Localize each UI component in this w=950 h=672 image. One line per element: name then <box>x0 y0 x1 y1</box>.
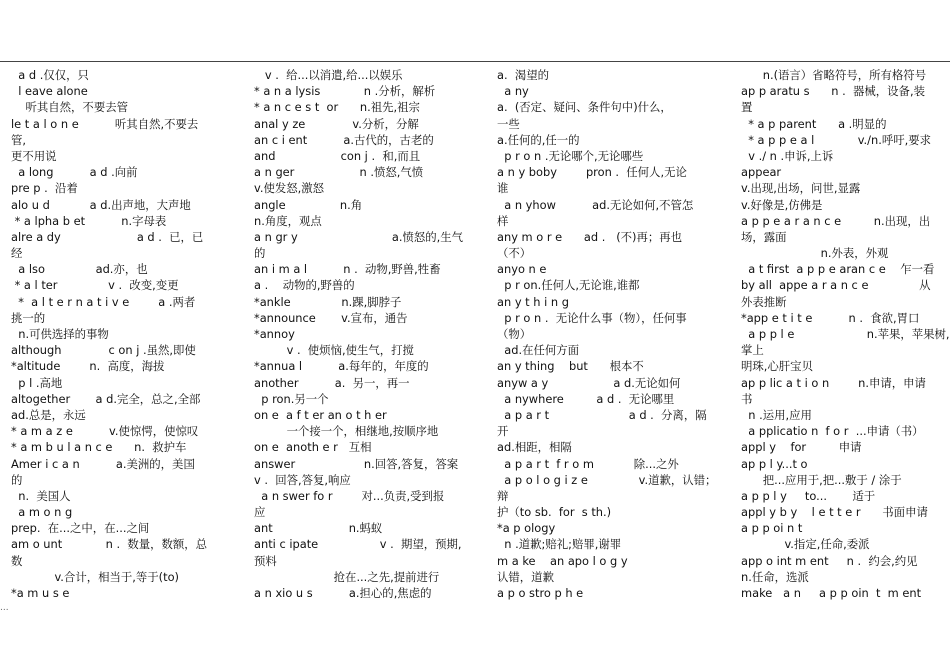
corner-mark: ... <box>0 603 9 613</box>
vocab-line: 把...应用于,把...敷于 / 涂于 <box>741 472 902 487</box>
vocab-line: l eave alone <box>11 84 88 99</box>
vocab-line: v.出现,出场，问世,显露 <box>741 181 861 196</box>
vocab-line: p r o n . 无论什么事（物），任何事 <box>497 310 687 325</box>
vocab-line: make a n a p p oin t m ent <box>741 586 922 600</box>
vocab-line: n.任命，选派 <box>741 569 809 584</box>
vocab-line: answer n.回答,答复，答案 <box>254 456 459 471</box>
vocab-line: le t a l o n e 听其自然,不要去 <box>11 116 199 131</box>
vocab-line: v ./ n .申诉,上诉 <box>741 148 834 163</box>
column-1 <box>11 67 239 601</box>
vocab-line: a n gr y a.愤怒的,生气 <box>254 229 464 244</box>
vocab-line: anyo n e <box>497 262 547 277</box>
vocab-line: * a p p e a l v./n.呼吁,要求 <box>741 132 932 147</box>
vocab-line: a. 渴望的 <box>497 68 550 82</box>
vocab-line: a n yhow ad.无论如何,不管怎 <box>497 197 694 212</box>
vocab-line: 预料 <box>254 553 277 568</box>
vocab-line: ad.在任何方面 <box>497 343 580 358</box>
vocab-line: m a ke an apo l o g y <box>497 553 628 568</box>
vocab-line: 开 <box>497 424 509 439</box>
vocab-line: 外表推断 <box>741 294 787 309</box>
vocab-line: a n y boby pron . 任何人,无论 <box>497 165 687 180</box>
vocab-line: 应 <box>254 505 266 520</box>
vocab-line: by all appe a r a n c e 从 <box>741 278 931 293</box>
vocab-line: pre p . 沿着 <box>11 181 78 196</box>
vocab-line: appear <box>741 165 782 180</box>
vocab-line: am o unt n . 数量，数额，总 <box>11 537 208 552</box>
vocab-line: 明珠,心肝宝贝 <box>741 359 813 374</box>
vocab-line: v . 回答,答复,响应 <box>254 472 351 487</box>
vocab-line: v . 使烦恼,使生气，打搅 <box>254 343 414 358</box>
vocab-line: *annua l a.每年的，年度的 <box>254 359 429 374</box>
vocab-line: 辩 <box>497 488 509 503</box>
vocab-line: *a m u s e <box>11 586 70 600</box>
vocab-line: a . 动物的,野兽的 <box>254 278 355 293</box>
vocab-line: 场，露面 <box>741 229 787 244</box>
vocab-line: v.指定,任命,委派 <box>741 537 870 552</box>
vocab-line: *app e t i t e n . 食欲,胃口 <box>741 310 920 325</box>
vocab-line: n.角度，观点 <box>254 213 322 228</box>
vocab-line: ap p l y...t o <box>741 456 808 471</box>
vocab-line: 书 <box>741 391 753 406</box>
vocab-line: 更不用说 <box>11 148 57 163</box>
vocab-line: v . 给...以消遣,给...以娱乐 <box>254 68 403 82</box>
vocab-line: n.可供选择的事物 <box>11 327 109 341</box>
vocab-line: 听其自然，不要去管 <box>11 100 128 115</box>
vocab-line: *annoy <box>254 327 295 341</box>
vocab-line: on e a f t er an o t h er <box>254 407 387 422</box>
column-4 <box>741 67 950 601</box>
vocab-line: * a p parent a .明显的 <box>741 116 887 131</box>
vocab-line: 的 <box>11 472 23 487</box>
vocab-line: a n ger n .愤怒,气愤 <box>254 165 424 180</box>
vocab-line: *ankle n.踝,脚脖子 <box>254 294 402 309</box>
vocab-line: a p o l o g i z e v.道歉，认错； <box>497 472 717 487</box>
vocab-line: v.使发怒,激怒 <box>254 181 325 196</box>
vocab-line: Amer i c a n a.美洲的，美国 <box>11 456 195 471</box>
vocab-line: a ny <box>497 84 529 99</box>
vocab-line: anyw a y a d.无论如何 <box>497 375 681 390</box>
vocab-line: n .运用,应用 <box>741 407 812 422</box>
vocab-line: * a m a z e v.使惊愕，使惊叹 <box>11 424 199 439</box>
vocab-line: any m o r e ad . (不)再；再也 <box>497 229 683 244</box>
vocab-line: 谁 <box>497 181 509 196</box>
vocab-line: 置 <box>741 100 753 115</box>
vocab-line: 数 <box>11 553 23 568</box>
vocab-line: * a l ter v . 改变,变更 <box>11 278 179 293</box>
vocab-line: p r o n .无论哪个,无论哪些 <box>497 148 644 163</box>
vocab-line: another a. 另一，再一 <box>254 375 410 390</box>
vocab-line: a p a r t a d . 分离，隔 <box>497 407 707 422</box>
vocab-line: ad.总是，永远 <box>11 407 86 422</box>
vocab-line: n .道歉;赔礼;赔罪,谢罪 <box>497 537 622 552</box>
vocab-line: 一些 <box>497 116 520 131</box>
vocab-line: a p p l y to... 适于 <box>741 488 876 503</box>
vocab-line: a m o n g <box>11 505 73 520</box>
vocab-line: * a n c e s t or n.祖先,祖宗 <box>254 100 420 115</box>
vocab-line: ap p aratu s n . 器械，设备,装 <box>741 84 925 99</box>
vocab-line: an y thing but 根本不 <box>497 359 644 374</box>
vocab-line: n. 美国人 <box>11 488 71 503</box>
vocab-line: a p p e a r a n c e n.出现，出 <box>741 213 931 228</box>
vocab-line: an y t h i n g <box>497 294 569 309</box>
vocab-line: 挑一的 <box>11 310 46 325</box>
vocab-line: ant n.蚂蚁 <box>254 521 383 536</box>
vocab-line: * a l t e r n a t i v e a .两者 <box>11 294 196 309</box>
vocab-line: a p o stro p h e <box>497 586 584 600</box>
vocab-line: ad.相距，相隔 <box>497 440 572 455</box>
vocab-line: （不） <box>497 246 532 261</box>
vocab-line: 一个接一个，相继地,按顺序地 <box>254 424 439 439</box>
vocab-line: a t first a p p e aran c e 乍一看 <box>741 262 935 277</box>
vocab-line: angle n.角 <box>254 197 363 212</box>
vocab-line: appl y for 申请 <box>741 440 862 455</box>
vocab-line: a n swer fo r 对...负责,受到报 <box>254 488 445 503</box>
vocab-line: p ron.另一个 <box>254 391 329 406</box>
vocab-line: 的 <box>254 246 266 261</box>
vocab-line: p l .高地 <box>11 375 63 390</box>
vocab-line: 管, <box>11 132 27 147</box>
vocab-line: a p p oi n t <box>741 521 803 536</box>
vocab-line: v.好像是,仿佛是 <box>741 197 823 212</box>
vocab-line: an c i ent a.古代的，古老的 <box>254 132 434 147</box>
vocab-line: *altitude n. 高度，海拔 <box>11 359 165 374</box>
vocab-line: 抢在...之先,提前进行 <box>254 569 440 584</box>
vocab-line: 样 <box>497 213 509 228</box>
column-2 <box>254 67 482 601</box>
vocab-line: *announce v.宣布，通告 <box>254 310 408 325</box>
vocab-line: * a m b u l a n c e n. 救护车 <box>11 440 187 455</box>
vocab-line: a. (否定、疑问、条件句中)什么， <box>497 100 672 115</box>
vocab-line: on e anoth e r 互相 <box>254 440 372 455</box>
top-divider <box>0 61 950 62</box>
vocab-line: n.(语言）省略符号，所有格符号 <box>741 68 927 82</box>
vocab-line: n.外表，外观 <box>741 246 889 261</box>
vocab-line: a d .仅仅，只 <box>11 68 89 82</box>
vocab-line: an i m a l n . 动物,野兽,牲畜 <box>254 262 441 277</box>
vocab-line: alo u d a d.出声地，大声地 <box>11 197 191 212</box>
vocab-line: a p p l e n.苹果，苹果树, <box>741 327 950 341</box>
vocab-line: alre a dy a d . 已，已 <box>11 229 204 244</box>
vocab-line: app o int m ent n . 约会,约见 <box>741 553 918 568</box>
vocab-line: 认错，道歉 <box>497 569 554 584</box>
vocab-line: a lso ad.亦，也 <box>11 262 148 277</box>
vocab-line: a.任何的,任一的 <box>497 132 580 147</box>
vocab-line: appl y b y l e t t e r 书面申请 <box>741 505 928 520</box>
vocab-line: anti c ipate v . 期望，预期, <box>254 537 462 552</box>
vocab-line: ap p lic a t i o n n.申请，申请 <box>741 375 926 390</box>
vocab-line: p r on.任何人,无论谁,谁都 <box>497 278 640 293</box>
vocab-line: * a lpha b et n.字母表 <box>11 213 167 228</box>
vocab-line: altogether a d.完全，总之,全部 <box>11 391 201 406</box>
vocab-line: 经 <box>11 246 23 261</box>
vocab-line: a long a d .向前 <box>11 165 138 180</box>
vocab-line: a n xio u s a.担心的,焦虑的 <box>254 586 432 600</box>
vocab-line: anal y ze v.分析，分解 <box>254 116 419 131</box>
vocab-line: * a n a lysis n .分析，解析 <box>254 84 436 99</box>
column-3 <box>497 67 725 601</box>
vocab-line: 护（to sb. for s th.) <box>497 505 612 520</box>
vocab-line: a pplicatio n f o r ...申请（书） <box>741 424 924 439</box>
vocab-line: a nywhere a d . 无论哪里 <box>497 391 675 406</box>
vocab-line: and con j . 和,而且 <box>254 148 421 163</box>
vocab-line: prep. 在...之中，在...之间 <box>11 521 150 536</box>
vocab-line: *a p ology <box>497 521 556 536</box>
vocab-line: although c on j .虽然,即使 <box>11 343 196 358</box>
vocab-line: a p a r t f r o m 除...之外 <box>497 456 679 471</box>
vocab-line: （物） <box>497 327 532 341</box>
vocab-line: v.合计，相当于,等于(to) <box>11 569 179 584</box>
vocab-line: 掌上 <box>741 343 764 358</box>
